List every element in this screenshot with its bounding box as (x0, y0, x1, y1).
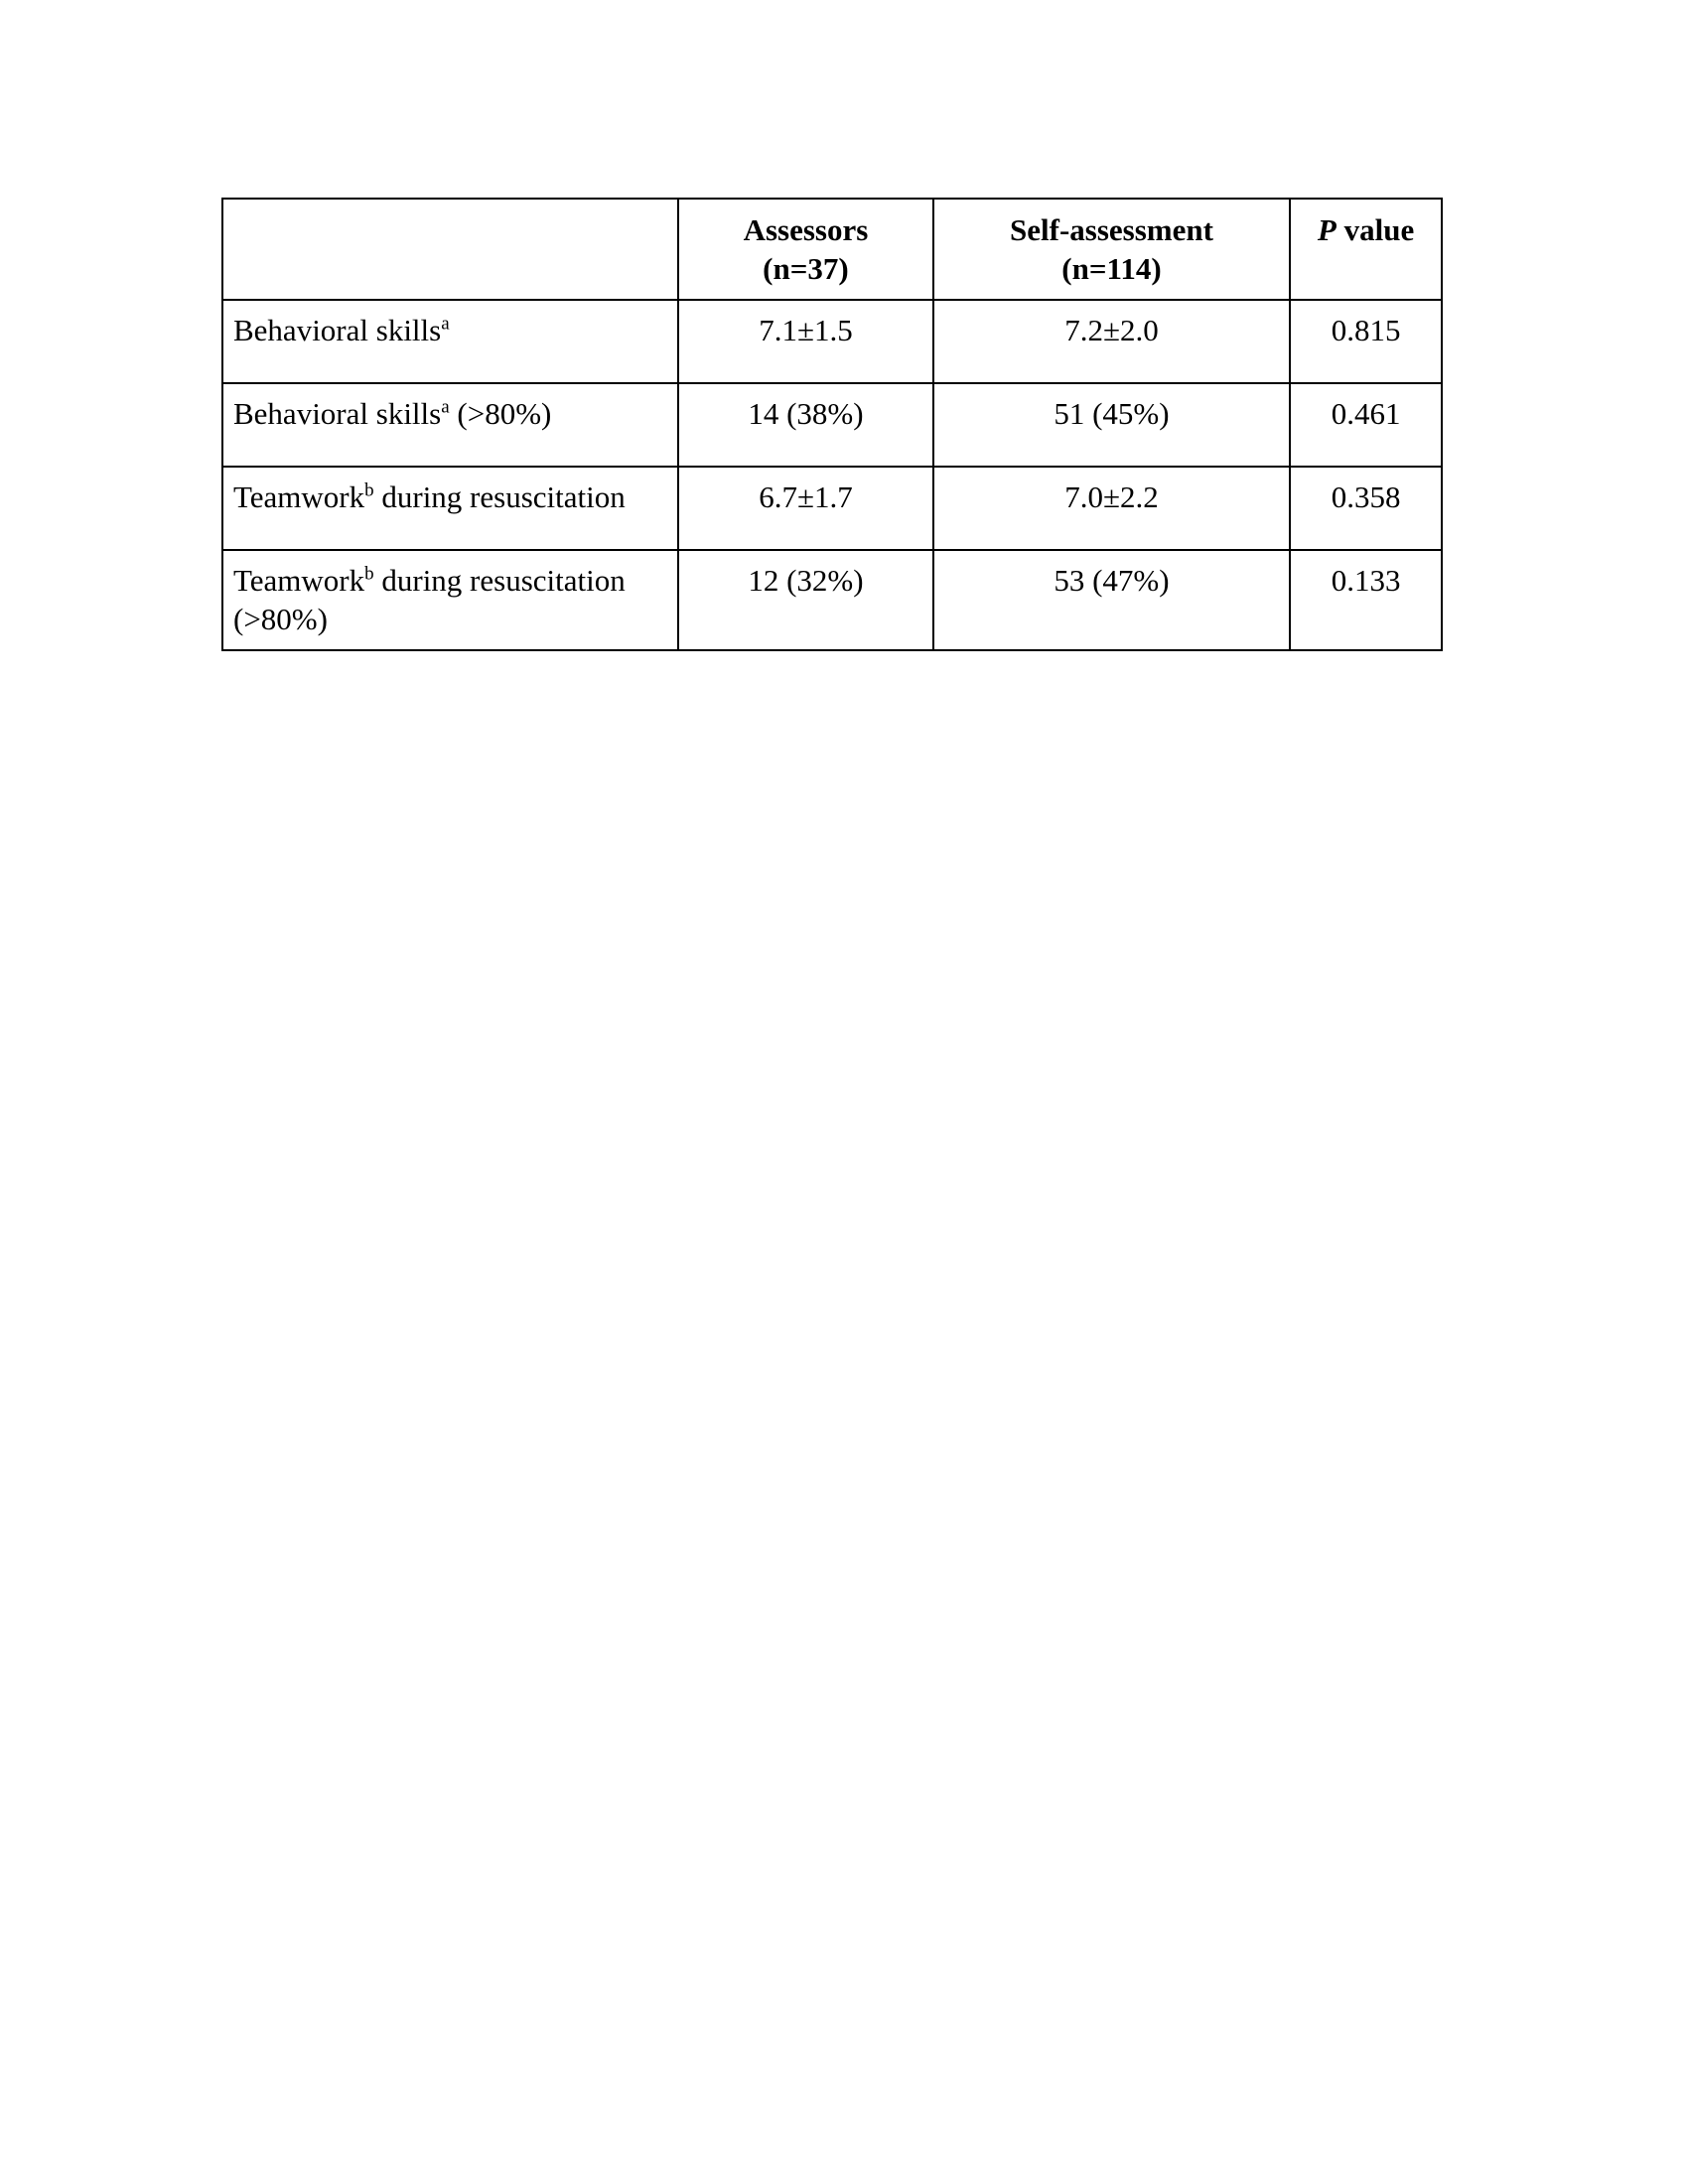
self-assessment-value: 51 (45%) (933, 383, 1290, 467)
row-label-suffix: (>80%) (449, 396, 552, 431)
table-row (222, 383, 1442, 467)
row-label (222, 383, 678, 467)
assessors-value: 7.1±1.5 (678, 300, 933, 383)
row-label-text: Behavioral skills (233, 396, 442, 431)
results-table (221, 198, 1443, 651)
header-self-assessment (933, 199, 1290, 300)
p-value: 0.815 (1290, 300, 1442, 383)
row-label (222, 550, 678, 650)
row-label-suffix: during resuscitation (373, 479, 626, 514)
header-self-assessment-n: (n=114) (1061, 250, 1162, 286)
assessors-value: 14 (38%) (678, 383, 933, 467)
row-label-text: Teamwork (233, 479, 365, 514)
header-self-assessment-title: Self-assessment (1010, 212, 1213, 247)
p-value: 0.461 (1290, 383, 1442, 467)
row-label (222, 300, 678, 383)
self-assessment-value: 7.0±2.2 (933, 467, 1290, 550)
header-assessors-title: Assessors (743, 212, 869, 247)
table-header-row (222, 199, 1442, 300)
p-value: 0.358 (1290, 467, 1442, 550)
row-label-text: Behavioral skills (233, 313, 442, 347)
header-empty-cell (222, 199, 678, 300)
header-assessors-n: (n=37) (763, 250, 849, 286)
header-p-value (1290, 199, 1442, 300)
p-value: 0.133 (1290, 550, 1442, 650)
row-label-text: Teamwork (233, 563, 365, 598)
row-label-suffix: during resuscitation (>80%) (233, 563, 626, 636)
table-row (222, 467, 1442, 550)
assessors-value: 12 (32%) (678, 550, 933, 650)
header-assessors (678, 199, 933, 300)
footnote-marker: b (364, 563, 374, 585)
footnote-marker: b (364, 479, 374, 501)
table-row (222, 300, 1442, 383)
header-p-letter: P (1317, 212, 1336, 247)
table-row (222, 550, 1442, 650)
footnote-marker: a (441, 396, 450, 418)
footnote-marker: a (441, 313, 450, 335)
header-p-value-word: value (1336, 212, 1415, 247)
self-assessment-value: 7.2±2.0 (933, 300, 1290, 383)
self-assessment-value: 53 (47%) (933, 550, 1290, 650)
assessors-value: 6.7±1.7 (678, 467, 933, 550)
row-label (222, 467, 678, 550)
